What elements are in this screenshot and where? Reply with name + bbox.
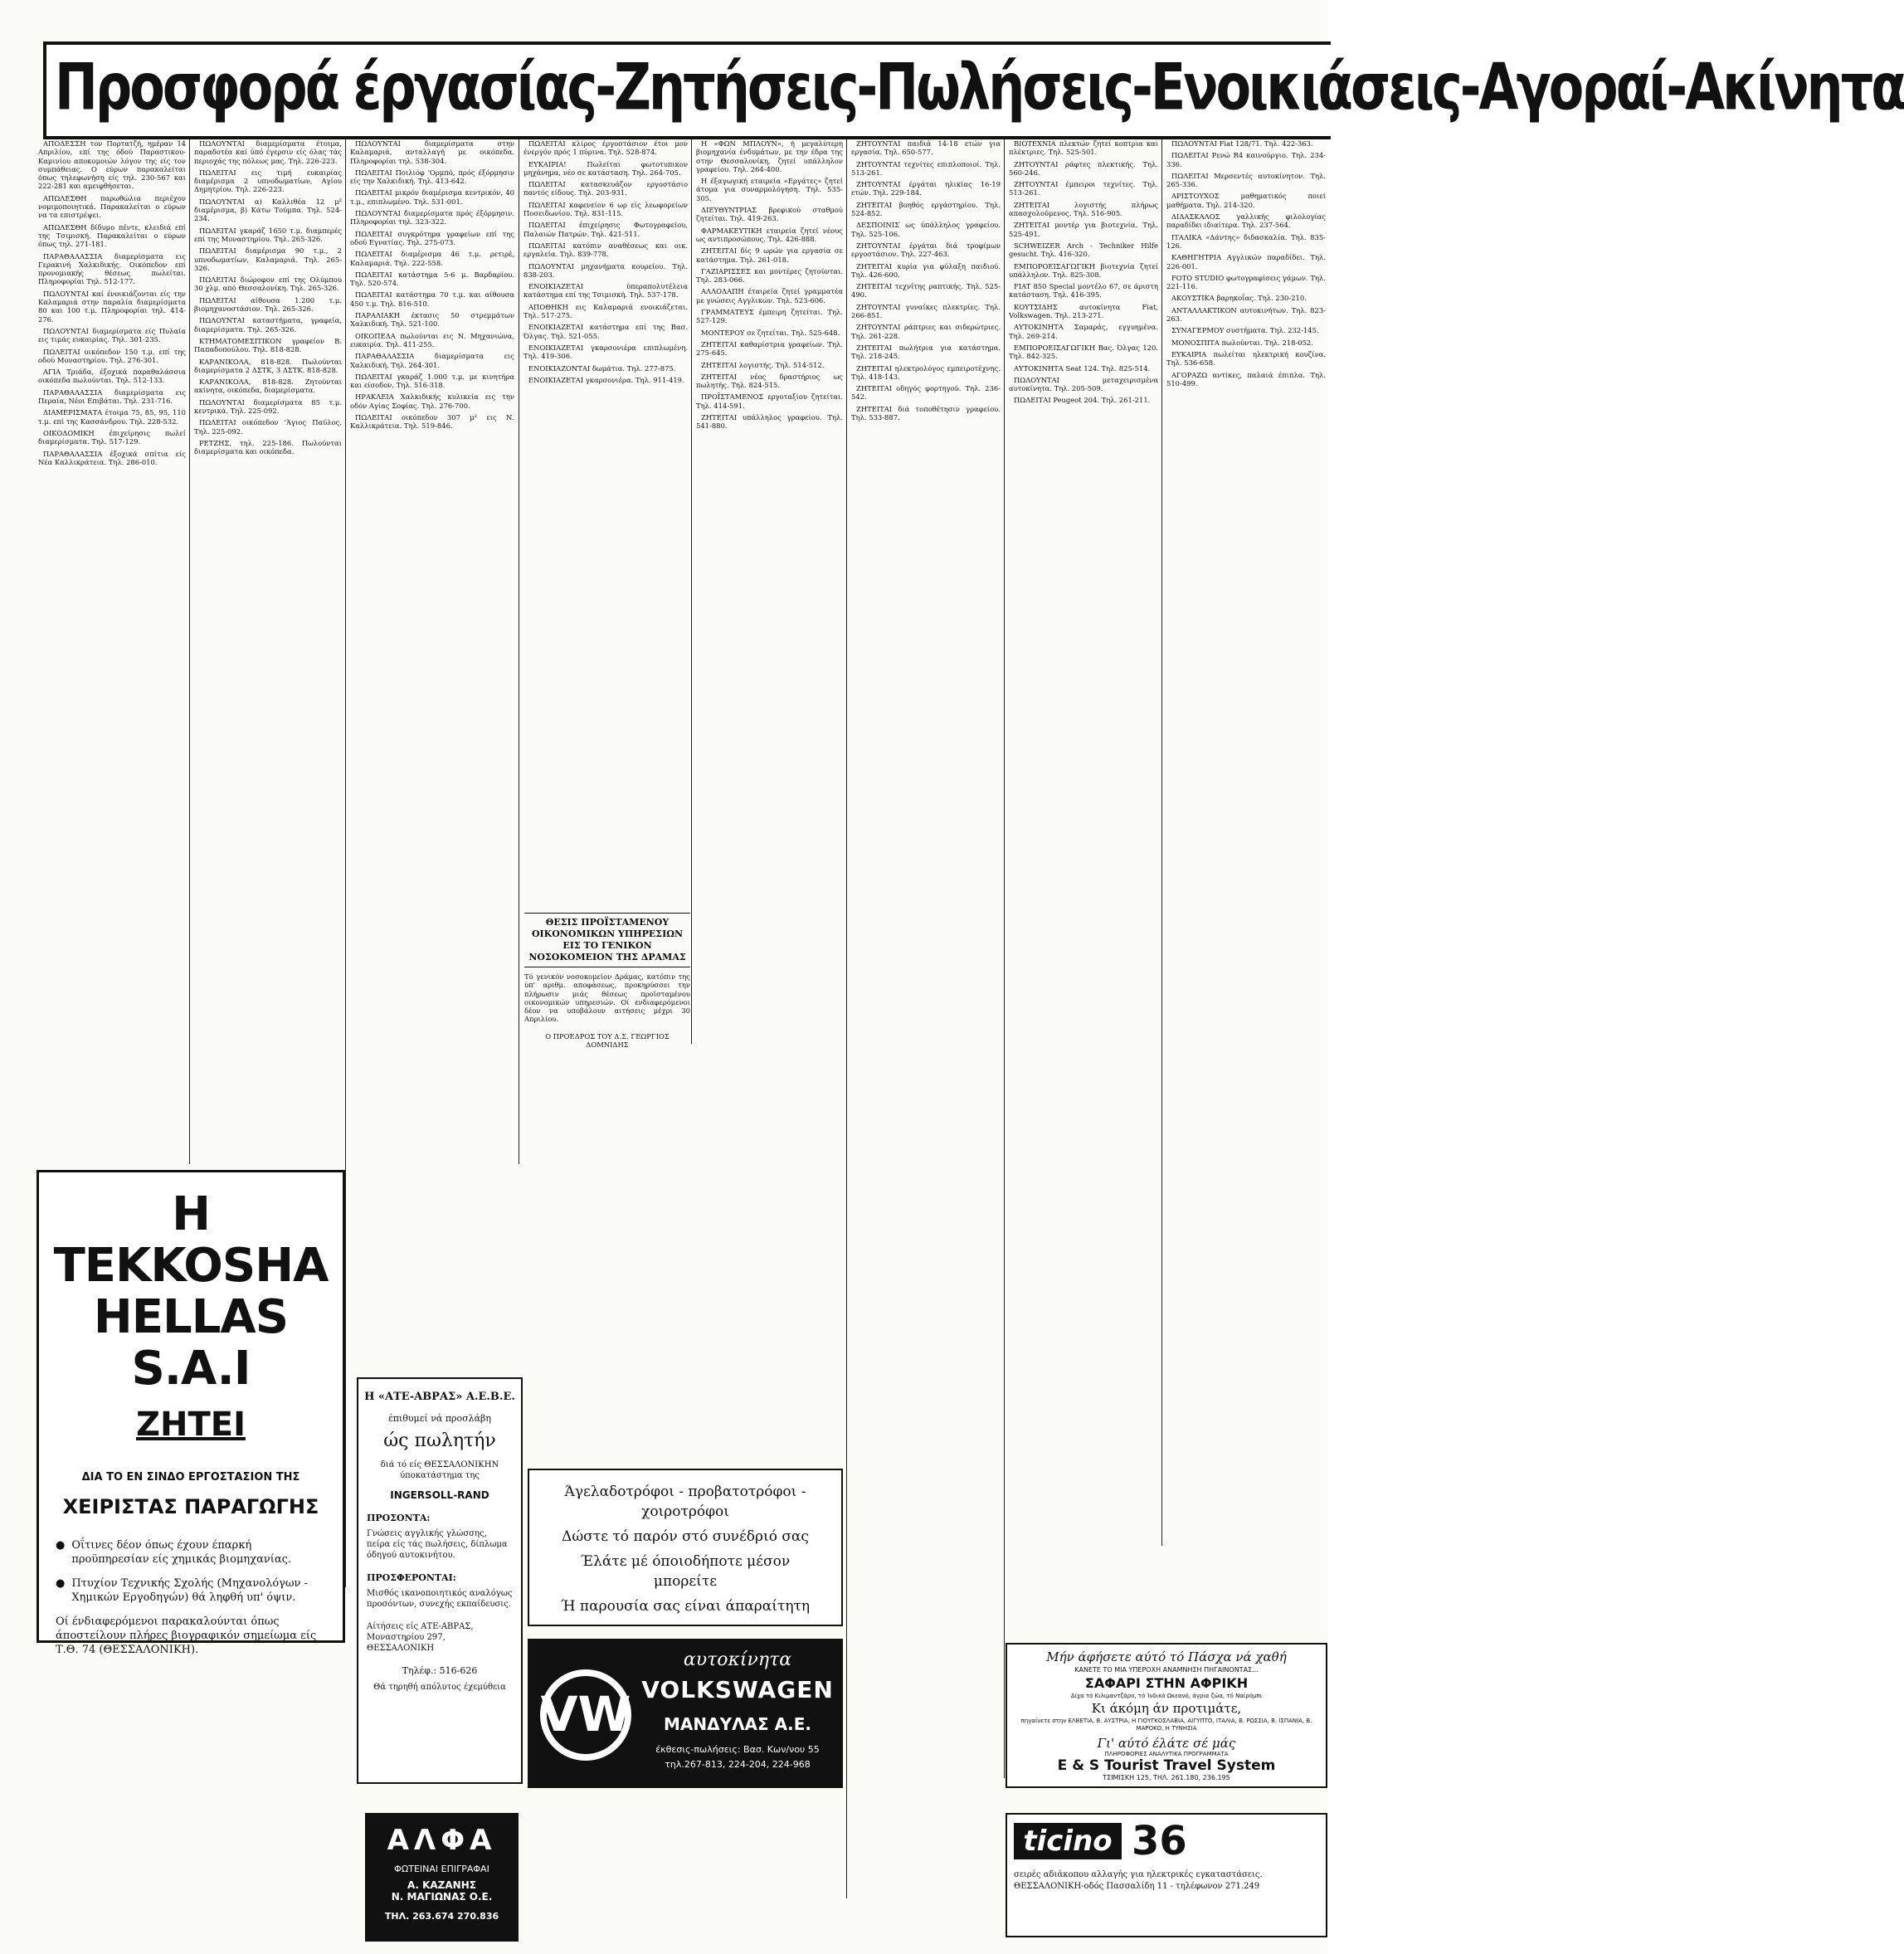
classified-ad: ΠΩΛΟΥΝΤΑΙ διαμερίσματα 85 τ.μ. κεντρικά. Τηλ. 225-092. bbox=[194, 397, 342, 416]
ad-phone: ΤΗΛ. 263.674 270.836 bbox=[384, 1911, 499, 1922]
ad-phone: τηλ.267-813, 224-204, 224-968 bbox=[665, 1759, 811, 1770]
notice-title: ΘΕΣΙΣ ΠΡΟΪΣΤΑΜΕΝΟΥ ΟΙΚΟΝΟΜΙΚΩΝ ΥΠΗΡΕΣΙΩΝ bbox=[524, 913, 690, 940]
ad-brand: E & S Tourist Travel System bbox=[1057, 1757, 1276, 1774]
classified-ad: ΠΩΛΕΙΤΑΙ κατάστημα 70 τ.μ. και αίθουσα 450 τ.μ. Τηλ. 816-510. bbox=[350, 290, 514, 308]
classified-ad: ΠΩΛΕΙΤΑΙ διώροφον επί της Ολύμπου 30 χλμ. από Θεσσαλονίκη. Τηλ. 265-326. bbox=[194, 275, 342, 293]
classified-ad: ΕΜΠΟΡΟΕΙΣΑΓΩΓΙΚΗ Βας. Όλγας 120. Τηλ. 842-325. bbox=[1009, 343, 1158, 361]
classified-ad: ΖΗΤΕΙΤΑΙ τεχνίτης ραπτικής. Τηλ. 525-490. bbox=[851, 282, 1001, 300]
classified-ad: ΑΠΩΛΕΣΘΗ παρωθώλια περιέχον νομιμοποιητικά. Παρακαλείται ο εύρων να τα επιστρέψει. bbox=[38, 193, 186, 220]
classified-ad: ΕΝΟΙΚΙΑΖΟΝΤΑΙ δωμάτια. Τηλ. 277-875. bbox=[528, 363, 676, 373]
notice-signature: Ο ΠΡΟΕΔΡΟΣ ΤΟΥ Δ.Σ. ΓΕΩΡΓΙΟΣ ΔΟΜΝΙΔΗΣ bbox=[545, 1031, 670, 1049]
classified-ad: ΠΩΛΟΥΝΤΑΙ Fiat 128/71. Τηλ. 422-363. bbox=[1171, 139, 1313, 148]
classified-ad: ΚΑΡΑΝΙΚΟΛΑ, 818-828. Πωλούνται διαμερίσματα 2 ΔΣΤΚ, 3 ΔΣΤΚ. 818-828. bbox=[194, 357, 342, 374]
classified-ad: ΠΩΛΕΙΤΑΙ Μερσεντές αυτοκίνητον. Τηλ. 265-336. bbox=[1166, 171, 1326, 189]
ad-heading: ΠΡΟΣΟΝΤΑ: bbox=[367, 1513, 431, 1523]
classified-ad: ΠΩΛΕΙΤΑΙ κατάστημα 5-6 μ. Βαρδαρίου. Τηλ. 520-574. bbox=[350, 270, 514, 288]
classified-ad: ΕΜΠΟΡΟΕΙΣΑΓΩΓΙΚΗ βιοτεχνία ζητεί υπάλληλον. Τηλ. 825-308. bbox=[1009, 261, 1158, 279]
classified-ad: ΠΩΛΕΙΤΑΙ εις τιμή ευκαιρίας διαμέρισμα 2 υπνοδωματίων, Αγίου Δημητρίου. Τηλ. 226-223. bbox=[194, 168, 342, 194]
classified-ad: ΚΑΘΗΓΗΤΡΙΑ Αγγλικών παραδίδει. Τηλ. 226-001. bbox=[1166, 253, 1326, 270]
classified-ad: ΕΝΟΙΚΙΑΖΕΤΑΙ ύπεραπολυτέλεια κατάστημα επί της Τσιμισκή. Τηλ. 537-178. bbox=[523, 282, 688, 300]
classified-ad: ΔΙΕΥΘΥΝΤΡΙΑΣ βρεφικού σταθμού ζητείται. Τηλ. 419-263. bbox=[696, 206, 843, 223]
classified-ad: ΠΩΛΟΥΝΤΑΙ διαμερίσματα είς Πυλαία εις τιμάς ευκαιρίας. Τηλ. 301-235. bbox=[38, 326, 186, 344]
classified-ad: ΠΩΛΕΙΤΑΙ κλίρος έργοστάσιον έτοι μον ένεργόν πρός 1 πύρινα. Τηλ. 528-874. bbox=[523, 139, 688, 157]
classified-ad: ΖΗΤΕΙΤΑΙ ηλεκτρολόγος εμπειροτέχνης. Τηλ. 418-143. bbox=[851, 363, 1001, 381]
classified-ad: ΖΗΤΕΙΤΑΙ καθαρίστρια γραφείων. Τηλ. 275-645. bbox=[696, 339, 843, 358]
classified-ad: ΠΩΛΕΙΤΑΙ οικόπεδον 307 μ² εις Ν. Καλλικράτεια. Τηλ. 519-846. bbox=[350, 413, 514, 431]
classified-ad: ΠΑΡΑΘΑΛΑΣΣΙΑ διαμερίσματα εις Γερακινή Χαλκιδικής. Οικόπεδον επί προνομιακής θέσεως πωλείται. Πληροφορίαι Τηλ. 512-177. bbox=[38, 251, 186, 286]
classified-ad: ΑΚΟΥΣΤΙΚΑ βαρηκοΐας. Τηλ. 230-210. bbox=[1171, 294, 1307, 303]
ad-text: σειρές αδιάκοπου αλλαγής για ηλεκτρικές εγκαταστάσεις. ΘΕΣΣΑΛΟΝΙΚΗ-οδός Πασσαλίδη 11 - τηλέφωνον 271.249 bbox=[1014, 1870, 1263, 1891]
classified-ad: ΕΥΚΑΙΡΙΑ πωλείται ηλεκτρική κουζίνα. Τηλ. 536-658. bbox=[1166, 349, 1326, 368]
classified-ad: ΑΠΩΛΕΣΘΗ δίδυμο πέντε, κλειδιά επί της Τσιμισκή. Παρακαλείται ο εύρων όπως τηλ. 271-181. bbox=[38, 222, 186, 249]
classified-ad: ΑΡΙΣΤΟΥΧΟΣ μαθηματικός ποιεί μαθήματα. Τηλ. 214-320. bbox=[1166, 192, 1326, 209]
requirement-text: Πτυχίον Τεχνικής Σχολής (Μηχανολόγων - Χημικών Εργοδηγών) θά ληφθή υπ' όψιν. bbox=[71, 1577, 308, 1604]
classified-ad: ΠΩΛΕΙΤΑΙ καφενείον 6 ωρ είς λεωφορείων Ποσειδωνίου. Τηλ. 831-115. bbox=[523, 200, 688, 218]
classified-ad: ΠΩΛΕΙΤΑΙ Ρενώ R4 καινούργιο. Τηλ. 234-336. bbox=[1166, 151, 1326, 168]
classified-ad: ΑΠΟΔΕΣΣΗ τον Πορτατζή, ημέραν 14 Απριλίου, επί της όδού Παραστικου-Καμινίου αποκομοιών λόγον της είς τον συμπάθειας. Ο εύρων παρακαλείται όπως τηλεφωνήση είς τηλ. 230-567 και 222-281 και αμειφθήσεται. bbox=[38, 139, 186, 191]
classified-ad: ΠΩΛΟΥΝΤΑΙ διαμερίσματα έτοιμα, παραδοτέα καί ύπό έγερσιν είς όλας τάς περιοχάς της πόλεως μας. Τηλ. 226-223. bbox=[194, 139, 342, 165]
classified-ad: ZΗΤΟΥΝΤΑΙ παιδιά 14-18 ετών για εργασία. Τηλ. 650-577. bbox=[851, 139, 1001, 157]
ad-title: Η «ΑΤΕ-ΑΒΡΑΣ» Α.Ε.Β.Ε. bbox=[364, 1391, 515, 1403]
ad-number: 36 bbox=[1132, 1818, 1187, 1864]
classified-ad: ΠΩΛΟΥΝΤΑΙ καταστήματα, γραφεία, διαμερίσματα. Τηλ. 265-326. bbox=[194, 316, 342, 334]
ad-text: Θά τηρηθή απόλυτος έχεμύθεια bbox=[373, 1683, 506, 1692]
classified-ad: ΠΩΛΕΙΤΑΙ διαμέρισμα 90 τ.μ., 2 υπνοδωματίων, Καλαμαριά. Τηλ. 265-326. bbox=[194, 246, 342, 272]
ad-text: Δίχα τό Κιλιμαντζάρο, τό Ίνδικό Ωκεανό, άγρια ζώα, τό Ναϊρόμπι bbox=[1070, 1693, 1263, 1699]
ate-abras-ad bbox=[357, 1377, 523, 1784]
ad-text: ΦΩΤΕΙΝΑΙ ΕΠΙΓΡΑΦΑΙ bbox=[394, 1864, 489, 1874]
ad-text: έπιθυμεί νά προσλάβη bbox=[388, 1413, 491, 1424]
classified-ad: ΔΙΔΑΣΚΑΛΟΣ γαλλικής φιλολογίας παραδίδει ιδιαίτερα. Τηλ. 237-564. bbox=[1166, 212, 1326, 230]
ad-text: πηγαίνετε στην ΕΛΒΕΤΙΑ, Β. ΑΥΣΤΡΙΑ, Η ΓΙΟΥΓΚΟΣΛΑΒΙΑ, ΑΙΓΥΠΤΟ, ΙΤΑΛΙΑ, Β. ΡΩΣΣΙΑ, Β. ΙΣΠΑΝΙΑ, Β. ΜΑΡΟΚΟ, Η ΤΥΝΗΣΙΑ bbox=[1020, 1718, 1312, 1732]
classified-ad: ΕΝΟΙΚΙΑΖΕΤΑΙ γκαρσονιέρα επιπλωμένη. Τηλ. 419-306. bbox=[523, 343, 688, 361]
classified-ad: ΖΗΤΕΙΤΑΙ πωλήτρια για κατάστημα. Τηλ. 218-245. bbox=[851, 343, 1001, 361]
classified-ad: ΣΥΝΑΓΕΡΜΟΥ συστήματα. Τηλ. 232-145. bbox=[1171, 326, 1319, 335]
section-title: Προσφορά έργασίας-Ζητήσεις-Πωλήσεις-Ενοικιάσεις-Αγοραί-Ακίνητα bbox=[55, 48, 1904, 124]
classified-ad: ΦΑΡΜΑΚΕΥΤΙΚΗ εταιρεία ζητεί νέους ως αντιπροσώπους. Τηλ. 426-888. bbox=[696, 226, 843, 243]
classified-ad: ΑΓΟΡΑΖΩ αντίκες, παλαιά έπιπλα. Τηλ. 510-499. bbox=[1166, 370, 1326, 387]
classified-ad: ΠΩΛΟΥΝΤΑΙ καί ένοικιάζονται είς την Καλαμαριά στην παραλία διαμερίσματα 80 και 100 τ.μ. Πληροφορίαι τηλ. 414-276. bbox=[38, 289, 186, 324]
column-divider bbox=[691, 139, 692, 1044]
section-banner bbox=[43, 41, 1904, 139]
ad-text: Έλάτε μέ όποιοδήποτε μέσον bbox=[580, 1553, 791, 1570]
ad-text: Μισθός ικανοποιητικός αναλόγως προσόντων, συνεχής εκπαίδευσις. bbox=[367, 1589, 513, 1609]
classified-ad: ΚΑΡΑΝΙΚΟΛΑ, 818-828. Ζητούνται ακίνητα, οικόπεδα, διαμερίσματα. bbox=[194, 378, 342, 395]
classified-ad: ΡΕΤΖΗΣ, τηλ. 225-186. Πωλούνται διαμερίσματα και οικόπεδα. bbox=[194, 438, 342, 456]
vw-logo-icon: VW bbox=[540, 1669, 631, 1761]
column-divider bbox=[189, 139, 190, 1164]
ad-headline: ΣΑΦΑΡΙ ΣΤΗΝ ΑΦΡΙΚΗ bbox=[1084, 1675, 1249, 1691]
classified-ad: ΓΑΖΙΑΡΙΣΣΕΣ και μοντέρες ζητούνται. Τηλ. 283-066. bbox=[696, 266, 843, 285]
bullet-icon: ● bbox=[56, 1577, 66, 1590]
classified-ad: ΠΩΛΕΙΤΑΙ κατόπιν αναθέσεως και οικ. εργαλεία. Τηλ. 839-778. bbox=[523, 241, 688, 259]
classified-ad: ΙΤΑΛΙΚΑ «Δάντης» διδασκαλία. Τηλ. 835-126. bbox=[1166, 232, 1326, 250]
notice-title: ΕΙΣ ΤΟ ΓΕΝΙΚΟΝ ΝΟΣΟΚΟΜΕΙΟΝ ΤΗΣ ΔΡΑΜΑΣ bbox=[524, 940, 690, 967]
ad-text: Άγελαδοτρόφοι - προβατοτρόφοι - bbox=[564, 1484, 806, 1500]
classified-ad: ΖΗΤΕΙΤΑΙ οδηγός φορτηγού. Τηλ. 236-542. bbox=[851, 384, 1001, 402]
classifieds-column bbox=[1009, 139, 1158, 1774]
ad-text: ώς πωλητήν bbox=[383, 1430, 496, 1451]
classified-ad: ΖΗΤΟΥΝΤΑΙ ράπτριες και σιδερώτριες. Τηλ. 261-228. bbox=[851, 323, 1001, 340]
classified-ad: ΠΩΛΕΙΤΑΙ γκαράζ 1650 τ.μ. διαμπερές επί της Μοναστηρίου. Τηλ. 265-326. bbox=[194, 226, 342, 243]
classified-ad: ΠΩΛΟΥΝΤΑΙ διαμερίσματα στην Καλαμαριά, ανταλλαγή με οικόπεδα. Πληροφορίαι τηλ. 538-304. bbox=[350, 139, 514, 165]
classified-ad: ΑΥΤΟΚΙΝΗΤΑ Σαμαράς, εγγυημένα. Τηλ. 269-214. bbox=[1009, 323, 1158, 340]
classified-ad: ΠΩΛΟΥΝΤΑΙ α) Καλλιθέα 12 μ² διαμέρισμα, β) Κάτω Τούμπα. Τηλ. 524-234. bbox=[194, 197, 342, 223]
classifieds-column bbox=[38, 139, 186, 1160]
classified-ad: ΖΗΤΕΙΤΑΙ μοντέρ για βιοτεχνία. Τηλ. 525-491. bbox=[1009, 221, 1158, 238]
classifieds-column bbox=[523, 139, 688, 1040]
ad-role: ΧΕΙΡΙΣΤΑΣ ΠΑΡΑΓΩΓΗΣ bbox=[62, 1495, 319, 1518]
classified-ad: Η έξαγωγική εταιρεία «Εργάτες» ζητεί άτομα για συναρμολόγηση. Τηλ. 535-305. bbox=[696, 177, 843, 202]
ad-text: χοιροτρόφοι bbox=[641, 1503, 729, 1520]
ad-text: Ν. ΜΑΓΙΩΝΑΣ Ο.Ε. bbox=[391, 1891, 493, 1903]
classified-ad: ΖΗΤΕΙΤΑΙ διά τοποθέτησιν γραφείου. Τηλ. 533-887. bbox=[851, 404, 1001, 422]
column-divider bbox=[846, 139, 847, 1898]
ad-text: διά τό είς ΘΕΣΣΑΛΟΝΙΚΗΝ ύποκατάστημα της bbox=[380, 1460, 499, 1480]
classified-ad: ΖΗΤΕΙΤΑΙ βοηθός εργάστηρίου. Τηλ. 524-852. bbox=[851, 200, 1001, 218]
classified-ad: ΖΗΤΟΥΝΤΑΙ έμπειροι τεχνίτες. Τηλ. 513-261. bbox=[1009, 180, 1158, 197]
bullet-icon: ● bbox=[56, 1539, 66, 1552]
ad-text: ΠΛΗΡΟΦΟΡΙΕΣ ΑΝΑΛΥΤΙΚΑ ΠΡΟΓΡΑΜΜΑΤΑ bbox=[1104, 1751, 1229, 1757]
classified-ad: ΖΗΤΕΙΤΑΙ κυρία για φύλαξη παιδιού. Τηλ. 426-600. bbox=[851, 261, 1001, 279]
ad-company-name: HELLAS S.A.I bbox=[93, 1290, 289, 1396]
classified-ad: ΠΩΛΕΙΤΑΙ Ποιλιόφ 'Ορμπό, πρός έξόρμησιν είς την Χαλκιδική. Τηλ. 413-642. bbox=[350, 168, 514, 186]
classified-ad: ΖΗΤΟΥΝΤΑΙ γυναίκες πλεκτρίες. Τηλ. 266-851. bbox=[851, 302, 1001, 320]
classified-ad: ΖΗΤΟΥΝΤΑΙ τεχνίτες επιπλοποιοί. Τηλ. 513-261. bbox=[851, 159, 1001, 177]
volkswagen-ad bbox=[528, 1639, 843, 1788]
ad-dealer: ΜΑΝΔΥΛΑΣ Α.Ε. bbox=[664, 1714, 811, 1734]
ad-footer: Οί ένδιαφερόμενοι παρακαλούνται όπως άποστείλουν πλήρες βιογραφικόν σημείωμα είς Τ.Θ. 74 (ΘΕΣΣΑΛΟΝΙΚΗ). bbox=[56, 1615, 317, 1656]
ad-brand: INGERSOLL-RAND bbox=[390, 1489, 489, 1501]
classified-ad: ΕΥΚΑΙΡΙΑ! Πωλείται φωτοτυπικον μηχάνημα, νέο σε κατάσταση. Τηλ. 264-705. bbox=[523, 159, 688, 177]
classified-ad: ΠΩΛΕΙΤΑΙ αίθουσα 1.200 τ.μ. βιομηχανοστάσιον. Τηλ. 265-326. bbox=[194, 295, 342, 314]
ad-heading: ΠΡΟΣΦΕΡΟΝΤΑΙ: bbox=[367, 1572, 456, 1583]
ad-text: Μήν άφήσετε αύτό τό Πάσχα νά χαθή bbox=[1046, 1649, 1287, 1664]
classified-ad: ΕΝΟΙΚΙΑΖΕΤΑΙ κατάστημα επί της Βασ. Όλγας. Τηλ. 521-055. bbox=[523, 323, 688, 340]
ad-text: Δώστε τό παρόν στό συνέδριό σας bbox=[562, 1528, 809, 1545]
classified-ad: ΖΗΤΟΥΝΤΑΙ έργάται ηλικίας 16-19 ετών. Τηλ. 229-184. bbox=[851, 180, 1001, 197]
classified-ad: FIAT 850 Special μοντέλο 67, σε άριστη κατάσταση. Τηλ. 416-395. bbox=[1009, 282, 1158, 300]
classifieds-column bbox=[851, 139, 1001, 1894]
classified-ad: ΠΩΛΕΙΤΑΙ συγκρότημα γραφείων επί της οδού Εγνατίας. Τηλ. 275-073. bbox=[350, 229, 514, 246]
ad-text: Γι' αύτό έλάτε σέ μάς bbox=[1097, 1736, 1236, 1751]
classified-ad: ΚΟΥΤΣΙΔΗΣ αυτοκίνητα Fiat, Volkswagen. Τηλ. 213-271. bbox=[1009, 302, 1158, 320]
classified-ad: ΑΝΤΑΛΛΑΚΤΙΚΟΝ αυτοκινήτων. Τηλ. 823-263. bbox=[1166, 305, 1326, 324]
classified-ad: ΠΩΛΕΙΤΑΙ κατασκευάζον εργοστάσιο παντός είδους. Τηλ. 203-931. bbox=[523, 180, 688, 197]
classified-ad: ΠΩΛΕΙΤΑΙ οικόπεδον 150 τ.μ. επί της οδού Μοναστηρίου. Τηλ. 276-301. bbox=[38, 347, 186, 364]
classified-ad: ΠΩΛΟΥΝΤΑΙ διαμερίσματα πρός έξόρμησιν. Πληροφορίαι τηλ. 323-322. bbox=[350, 209, 514, 227]
column-divider bbox=[1161, 139, 1162, 1546]
ad-phone: ΤΣΙΜΙΣΚΗ 125, ΤΗΛ. 261.180, 236.195 bbox=[1103, 1774, 1230, 1781]
classified-ad: ΑΠΟΘΗΚΗ εις Καλαμαριά ενοικιάζεται. Τηλ. 517-275. bbox=[523, 302, 688, 320]
classifieds-column bbox=[696, 139, 843, 1894]
ad-requirements bbox=[56, 1538, 326, 1605]
classified-ad: ΒΙΟΤΕΧΝΙΑ πλεκτών ζητεί κοπτρια και πλέκτριες. Τηλ. 525-501. bbox=[1009, 139, 1158, 157]
classified-ad: ΠΩΛΟΥΝΤΑΙ μεταχειρισμένα αυτοκίνητα. Τηλ. 205-509. bbox=[1009, 375, 1158, 393]
ad-text: αυτοκίνητα bbox=[683, 1649, 792, 1670]
classified-ad: ΠΑΡΑΘΑΛΑΣΣΙΑ διαμερίσματα εις Χαλκιδική. Τηλ. 264-301. bbox=[350, 352, 514, 369]
tekkosha-ad bbox=[37, 1170, 345, 1656]
ad-brand: ΑΛΦΑ bbox=[387, 1824, 497, 1857]
classifieds-column bbox=[350, 139, 514, 1160]
classified-ad: ΠΩΛΕΙΤΑΙ έπιχείρησις Φωτογραφείου, Παλαιών Πατρών. Τηλ. 421-511. bbox=[523, 221, 688, 238]
classified-ad: ΑΓΙΑ Τριάδα, έξοχικά παραθαλάσσια οικόπεδα πωλούνται. Τηλ. 512-133. bbox=[38, 368, 186, 385]
classified-ad: ΖΗΤΟΥΝΤΑΙ ράφτες πλεκτικής. Τηλ. 560-246. bbox=[1009, 159, 1158, 177]
classified-ad: ΠΩΛΕΙΤΑΙ γκαράζ 1.000 τ.μ. με κινητήρα και είσοδον. Τηλ. 516-318. bbox=[350, 372, 514, 390]
classified-ad: ΟΙΚΟΠΕΔΑ πωλούνται εις Ν. Μηχανιώνα, ευκαιρία. Τηλ. 411-255. bbox=[350, 331, 514, 348]
classified-ad: ΜΟΝΤΕΡΟΥ σε ζητείται. Τηλ. 525-648. bbox=[701, 328, 840, 337]
ad-contact: Αίτήσεις είς ΑΤΕ-ΑΒΡΑΣ, Μοναστηρίου 297, ΘΕΣΣΑΛΟΝΙΚΗ bbox=[367, 1622, 474, 1653]
classified-ad: ΜΟΝΟΣΠΙΤΑ πωλούνται. Τηλ. 218-052. bbox=[1171, 338, 1313, 347]
classified-ad: ΠΩΛΕΙΤΑΙ διαμέρισμα 46 τ.μ. ρετιρέ, Καλαμαριά. Τηλ. 222-558. bbox=[350, 250, 514, 267]
column-divider bbox=[1004, 139, 1005, 1778]
livestock-ad bbox=[528, 1469, 843, 1626]
classified-ad: ΓΡΑΜΜΑΤΕΥΣ έμπειρη ζητείται. Τηλ. 527-129. bbox=[696, 308, 843, 325]
classified-ad: ΖΗΤΕΙΤΑΙ υπάλληλος γραφείου. Τηλ. 541-880. bbox=[696, 413, 843, 431]
ad-text: ΚΑΝΕΤΕ ΤΟ ΜΙΑ ΥΠΕΡΟΧΗ ΑΝΑΜΝΗΣΗ ΠΗΓΑΙΝΟΝΤΑΣ... bbox=[1074, 1666, 1259, 1674]
classified-ad: ΖΗΤΕΙΤΑΙ λογιστής. Τηλ. 514-512. bbox=[701, 360, 825, 369]
classified-ad: ΑΛΛΟΔΑΠΗ έταιρεία ζητεί γραμματέα με γνώσεις Αγγλικών. Τηλ. 523-606. bbox=[696, 287, 843, 305]
ad-verb: ΖΗΤΕΙ bbox=[136, 1406, 246, 1444]
safari-ad bbox=[1006, 1643, 1327, 1788]
hospital-notice bbox=[524, 913, 690, 1377]
classified-ad: ΖΗΤΕΙΤΑΙ δίς 9 ωρών για εργασία σε κατάστημα. Τηλ. 261-018. bbox=[696, 246, 843, 264]
classified-ad: ΑΥΤΟΚΙΝΗΤΑ Seat 124. Τηλ. 825-514. bbox=[1014, 363, 1151, 373]
ad-subtitle: ΔΙΑ ΤΟ ΕΝ ΣΙΝΔΟ ΕΡΓΟΣΤΑΣΙΟΝ ΤΗΣ bbox=[81, 1471, 300, 1484]
requirement-text: Οΐτινες δέον όπως έχουν έπαρκή προϋπηρεσίαν είς χημικάς βιομηχανίας. bbox=[71, 1539, 292, 1566]
ad-company-name: Η TEKKOSHA bbox=[53, 1187, 329, 1293]
ticino-ad bbox=[1006, 1813, 1327, 1937]
classified-ad: ΠΩΛΕΙΤΑΙ Peugeot 204. Τηλ. 261-211. bbox=[1014, 396, 1151, 405]
classified-ad: ΔΕΣΠΟΙΝΙΣ ως ύπάλληλος γραφείου. Τηλ. 525-106. bbox=[851, 221, 1001, 238]
classified-ad: ΠΑΡΑΘΑΛΑΣΣΙΑ διαμερίσματα εις Περαία, Νέοι Επιβάται. Τηλ. 231-716. bbox=[38, 387, 186, 406]
classified-ad: ΗΡΑΚΛΕΙΑ Χαλκιδικής κυλικεία εις την οδόν Αγίας Σοφίας. Τηλ. 276-700. bbox=[350, 392, 514, 410]
ad-brand: ticino bbox=[1014, 1823, 1122, 1859]
classified-ad: ΖΗΤΕΙΤΑΙ νέος δραστήριος ως πωλητής. Τηλ. 824-515. bbox=[696, 372, 843, 390]
classified-ad: ΖΗΤΕΙΤΑΙ λογιστής πλήρως απασχολούμενος. Τηλ. 516-905. bbox=[1009, 200, 1158, 218]
classified-ad: ΟΙΚΟΔΟΜΙΚΗ έπιχείρησις πωλεί διαμερίσματα. Τηλ. 517-129. bbox=[38, 428, 186, 446]
ad-text: Α. ΚΑΖΑΝΗΣ bbox=[407, 1879, 476, 1891]
ad-text: Ή παρουσία σας είναι άπαραίτητη bbox=[560, 1598, 811, 1615]
ad-text: μπορείτε bbox=[653, 1573, 718, 1590]
column-divider bbox=[345, 139, 346, 1587]
notice-body: Τό γενικόν νοσοκομείον Δράμας, κατόπιν της ύπ' αριθμ. αποφάσεως, προκηρύσσει την πλήρωσιν μιάς θέσεως προϊσταμένου οικονομικών υπηρεσιών. Οί ενδιαφερόμενοι δέον να υποβάλουν αιτήσεις μέχρι 30 Απριλίου. bbox=[524, 972, 690, 1024]
ad-text: Γνώσεις αγγλικής γλώσσης, πείρα είς τάς πωλήσεις, δίπλωμα όδηγού αυτοκινήτου. bbox=[367, 1529, 508, 1560]
classified-ad: SCHWEIZER Arch - Techniker Hilfe gesucht. Τηλ. 416-320. bbox=[1009, 241, 1158, 259]
alfa-ad bbox=[365, 1813, 519, 1942]
classifieds-column bbox=[1166, 139, 1326, 1542]
classified-ad: Η «ΦΩΝ ΜΠΛΟΥΝ», ή μεγαλύτερη βιομηχανία ένδυμάτων, με την έδρα της στην Θεσσαλονίκη, ζητεί υπάλληλον γραφείου. Τηλ. 264-400. bbox=[696, 139, 843, 173]
classified-ad: ΠΡΟΪΣΤΑΜΕΝΟΣ εργοταξίου ζητείται. Τηλ. 414-591. bbox=[696, 392, 843, 410]
classified-ad: ΠΩΛΕΙΤΑΙ μικρόν διαμέρισμα κεντρικόν, 40 τ.μ., επιπλωμένο. Τηλ. 531-001. bbox=[350, 188, 514, 206]
ad-text: Κι άκόμη άν προτιμάτε, bbox=[1091, 1701, 1242, 1716]
ad-text: έκθεσις-πωλήσεις: Βασ. Κων/νου 55 bbox=[655, 1744, 820, 1755]
classified-ad: ΠΩΛΕΙΤΑΙ οικόπεδον 'Άγιος Παύλος. Τηλ. 225-092. bbox=[194, 418, 342, 436]
classified-ad: ΚΤΗΜΑΤΟΜΕΣΙΤΙΚΟΝ γραφείον Β. Παπαδοπούλου. Τηλ. 818-828. bbox=[194, 336, 342, 354]
classified-ad: ΔΙΑΜΕΡΙΣΜΑΤΑ έτοιμα 75, 85, 95, 110 τ.μ. επί της Κασσάνδρου. Τηλ. 228-532. bbox=[38, 408, 186, 426]
ad-phone: Τηλέφ.: 516-626 bbox=[402, 1665, 478, 1676]
classified-ad: ΠΑΡΑΛΙΑΚΗ έκτασις 50 στρεμμάτων Χαλκιδική. Τηλ. 521-100. bbox=[350, 311, 514, 329]
classified-ad: FOTO STUDIO φωτογραφίσεις γάμων. Τηλ. 221-116. bbox=[1166, 273, 1326, 291]
classified-ad: ΖΗΤΟΥΝΤΑΙ έργάται διά τροφίμων εργοστάσιον. Τηλ. 227-463. bbox=[851, 241, 1001, 259]
classified-ad: ΕΝΟΙΚΙΑΖΕΤΑΙ γκαρσονιέρα. Τηλ. 911-419. bbox=[528, 375, 684, 384]
classified-ad: ΠΑΡΑΘΑΛΑΣΣΙΑ έξοχικά σπίτια είς Νέα Καλλικράτεια. Τηλ. 286-010. bbox=[38, 449, 186, 466]
classified-ad: ΠΩΛΟΥΝΤΑΙ μηχανήματα κουρείου. Τηλ. 838-203. bbox=[523, 261, 688, 279]
ad-brand: VOLKSWAGEN bbox=[641, 1676, 834, 1703]
